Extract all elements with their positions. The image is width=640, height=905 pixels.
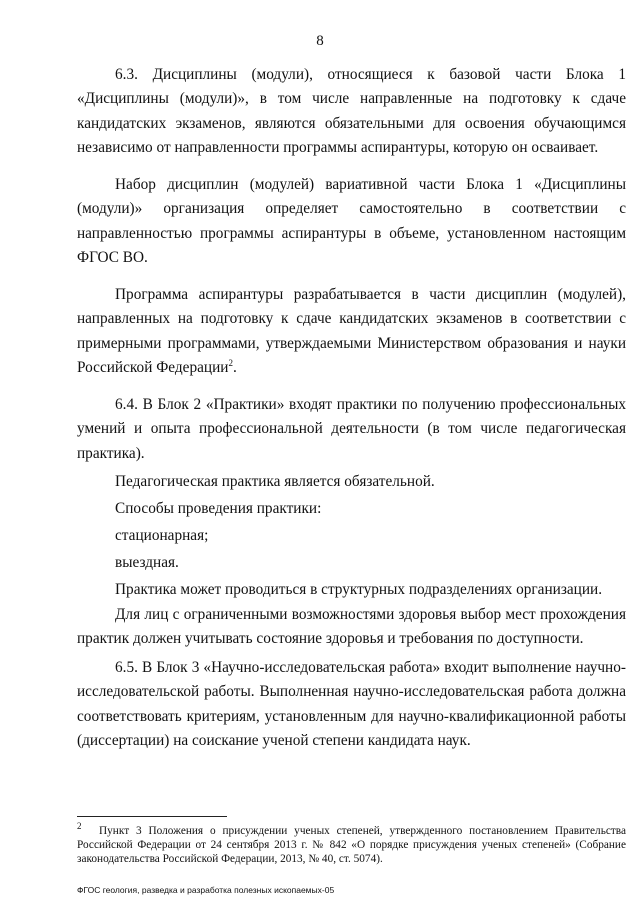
footnote-text: Пункт 3 Положения о присуждении ученых степеней, утвержденного постановлением Правительства Российской Федерации от 24 сентября 2013 г. № 842 «О порядке присуждения ученых степеней» (Собрание законодательства Российской Федерации, 2013, № 40, ст. 5074). <box>77 825 626 866</box>
paragraph-program-end: . <box>232 359 237 377</box>
paragraph-structural: Практика может проводиться в структурных подразделениях организации. <box>115 581 603 598</box>
paragraph-pedagogical: Педагогическая практика является обязательной. <box>115 473 435 490</box>
footnote-divider <box>77 816 227 817</box>
paragraph-program-text: Программа аспирантуры разрабатывается в части дисциплин (модулей), направленных на подготовку к сдаче кандидатских экзаменов в соответствии с примерными программами, утверждаемыми Министерством образования и науки Российской Федерации <box>77 286 626 377</box>
page-number: 8 <box>316 33 324 49</box>
paragraph-variative-part: Набор дисциплин (модулей) вариативной части Блока 1 «Дисциплины (модули)» организация определяет самостоятельно в соответствии с направленностью программы аспирантуры в объеме, установленном настоящим ФГОС ВО. <box>77 176 626 267</box>
footnote-reference: 2 <box>228 358 233 369</box>
paragraph-methods: Способы проведения практики: <box>115 500 322 517</box>
paragraph-6-3: 6.3. Дисциплины (модули), относящиеся к базовой части Блока 1 «Дисциплины (модули)», в том числе направленные на подготовку к сдаче кандидатских экзаменов, являются обязательными для освоения обучающимся независимо от направленности программы аспирантуры, которую он осваивает. <box>77 66 626 157</box>
footnote: $^2$ Пункт 3 Положения о присуждении ученых степеней, утвержденного постановлением Правительства Российской Федерации от 24 сентября 2013 г. № 842 «О порядке присуждения ученых степеней» (Собрание законодательства Российской Федерации, 2013, № 40, ст. 5074). <box>77 821 626 866</box>
paragraph-stationary: стационарная; <box>115 527 209 544</box>
paragraph-field: выездная. <box>115 554 179 571</box>
paragraph-disabilities: Для лиц с ограниченными возможностями здоровья выбор мест прохождения практик должен учитывать состояние здоровья и требования по доступности. <box>77 606 626 648</box>
paragraph-6-5: 6.5. В Блок 3 «Научно-исследовательская работа» входит выполнение научно-исследовательской работы. Выполненная научно-исследовательская работа должна соответствовать критериям, установленным для научно-квалификационной работы (диссертации) на соискание ученой степени кандидата наук. <box>77 659 626 750</box>
document-footer: ФГОС геология, разведка и разработка полезных ископаемых-05 <box>77 885 335 895</box>
paragraph-6-4: 6.4. В Блок 2 «Практики» входят практики по получению профессиональных умений и опыта профессиональной деятельности (в том числе педагогическая практика). <box>77 396 626 462</box>
paragraph-program <box>77 283 626 381</box>
